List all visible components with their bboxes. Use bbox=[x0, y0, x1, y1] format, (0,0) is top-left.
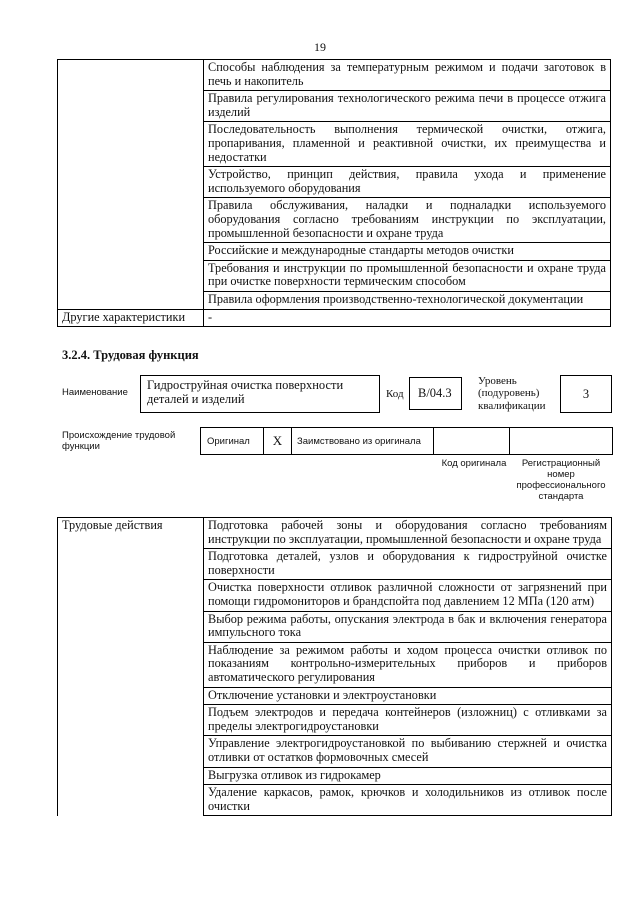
action-item: Подъем электродов и передача контейнеров (изложниц) с отливками за пределы электрогидроустановки bbox=[204, 705, 612, 736]
table-row bbox=[58, 518, 612, 549]
other-characteristics-label: Другие характеристики bbox=[58, 309, 204, 327]
action-item: Удаление каркасов, рамок, крючков и холодильников из отливок после очистки bbox=[204, 785, 612, 816]
table-row bbox=[58, 309, 611, 327]
action-item: Наблюдение за режимом работы и ходом процесса очистки отливок по показаниям контрольно-измерительных приборов и приборов автоматического регулирования bbox=[204, 642, 612, 687]
level-box: 3 bbox=[560, 375, 612, 413]
origin-row bbox=[200, 427, 613, 455]
knowledge-item: Требования и инструкции по промышленной безопасности и охране труда при очистке поверхности термическим способом bbox=[204, 260, 611, 291]
knowledge-item: Правила обслуживания, наладки и подналадки используемого оборудования согласно требованиям инструкции по эксплуатации, промышленной безопасности и охране труда bbox=[204, 198, 611, 243]
name-label: Наименование bbox=[62, 387, 128, 398]
action-item: Выгрузка отливок из гидрокамер bbox=[204, 767, 612, 785]
actions-label: Трудовые действия bbox=[58, 518, 204, 816]
action-item: Отключение установки и электроустановки bbox=[204, 687, 612, 705]
code-original-cell bbox=[434, 428, 510, 454]
knowledge-item: Способы наблюдения за температурным режимом и подачи заготовок в печь и накопитель bbox=[204, 60, 611, 91]
table-row bbox=[58, 60, 611, 91]
level-label: Уровень (подуровень) квалификации bbox=[478, 375, 546, 412]
page-number: 19 bbox=[314, 40, 326, 54]
origin-label: Происхождение трудовой функции bbox=[62, 430, 176, 452]
code-box: B/04.3 bbox=[409, 377, 462, 410]
function-name-box: Гидроструйная очистка поверхности деталей и изделий bbox=[140, 375, 380, 413]
original-mark: X bbox=[264, 428, 292, 454]
knowledge-item: Российские и международные стандарты методов очистки bbox=[204, 243, 611, 261]
reg-number-cell bbox=[510, 428, 612, 454]
action-item: Выбор режима работы, опускания электрода в бак и включения генератора импульсного тока bbox=[204, 611, 612, 642]
action-item: Управление электрогидроустановкой по выбиванию стержней и очистка отливки от остатков формовочных смесей bbox=[204, 736, 612, 767]
action-item: Подготовка рабочей зоны и оборудования согласно требованиям инструкции по эксплуатации, промышленной безопасности и охране труда bbox=[204, 518, 612, 549]
action-item: Очистка поверхности отливок различной сложности от загрязнений при помощи гидромониторов и брандспойта под давлением 12 МПа (120 атм) bbox=[204, 580, 612, 611]
knowledge-item: Правила регулирования технологического режима печи в процессе отжига изделий bbox=[204, 91, 611, 122]
empty-label-cell bbox=[58, 60, 204, 310]
other-characteristics-value: - bbox=[204, 309, 611, 327]
section-heading: 3.2.4. Трудовая функция bbox=[62, 348, 199, 362]
code-original-caption: Код оригинала bbox=[441, 458, 507, 469]
action-item: Подготовка деталей, узлов и оборудования к гидроструйной очистке поверхности bbox=[204, 549, 612, 580]
borrowed-label: Заимствовано из оригинала bbox=[292, 428, 434, 454]
knowledge-table bbox=[57, 59, 611, 327]
code-label: Код bbox=[386, 388, 404, 400]
reg-number-caption: Регистрационный номер профессионального стандарта bbox=[516, 458, 606, 502]
actions-table bbox=[57, 517, 612, 816]
knowledge-item: Последовательность выполнения термической очистки, отжига, пропаривания, пламенной и реактивной очистки, их преимущества и недостатки bbox=[204, 122, 611, 167]
original-label: Оригинал bbox=[201, 428, 264, 454]
knowledge-item: Устройство, принцип действия, правила ухода и применение используемого оборудования bbox=[204, 167, 611, 198]
knowledge-item: Правила оформления производственно-технологической документации bbox=[204, 291, 611, 309]
